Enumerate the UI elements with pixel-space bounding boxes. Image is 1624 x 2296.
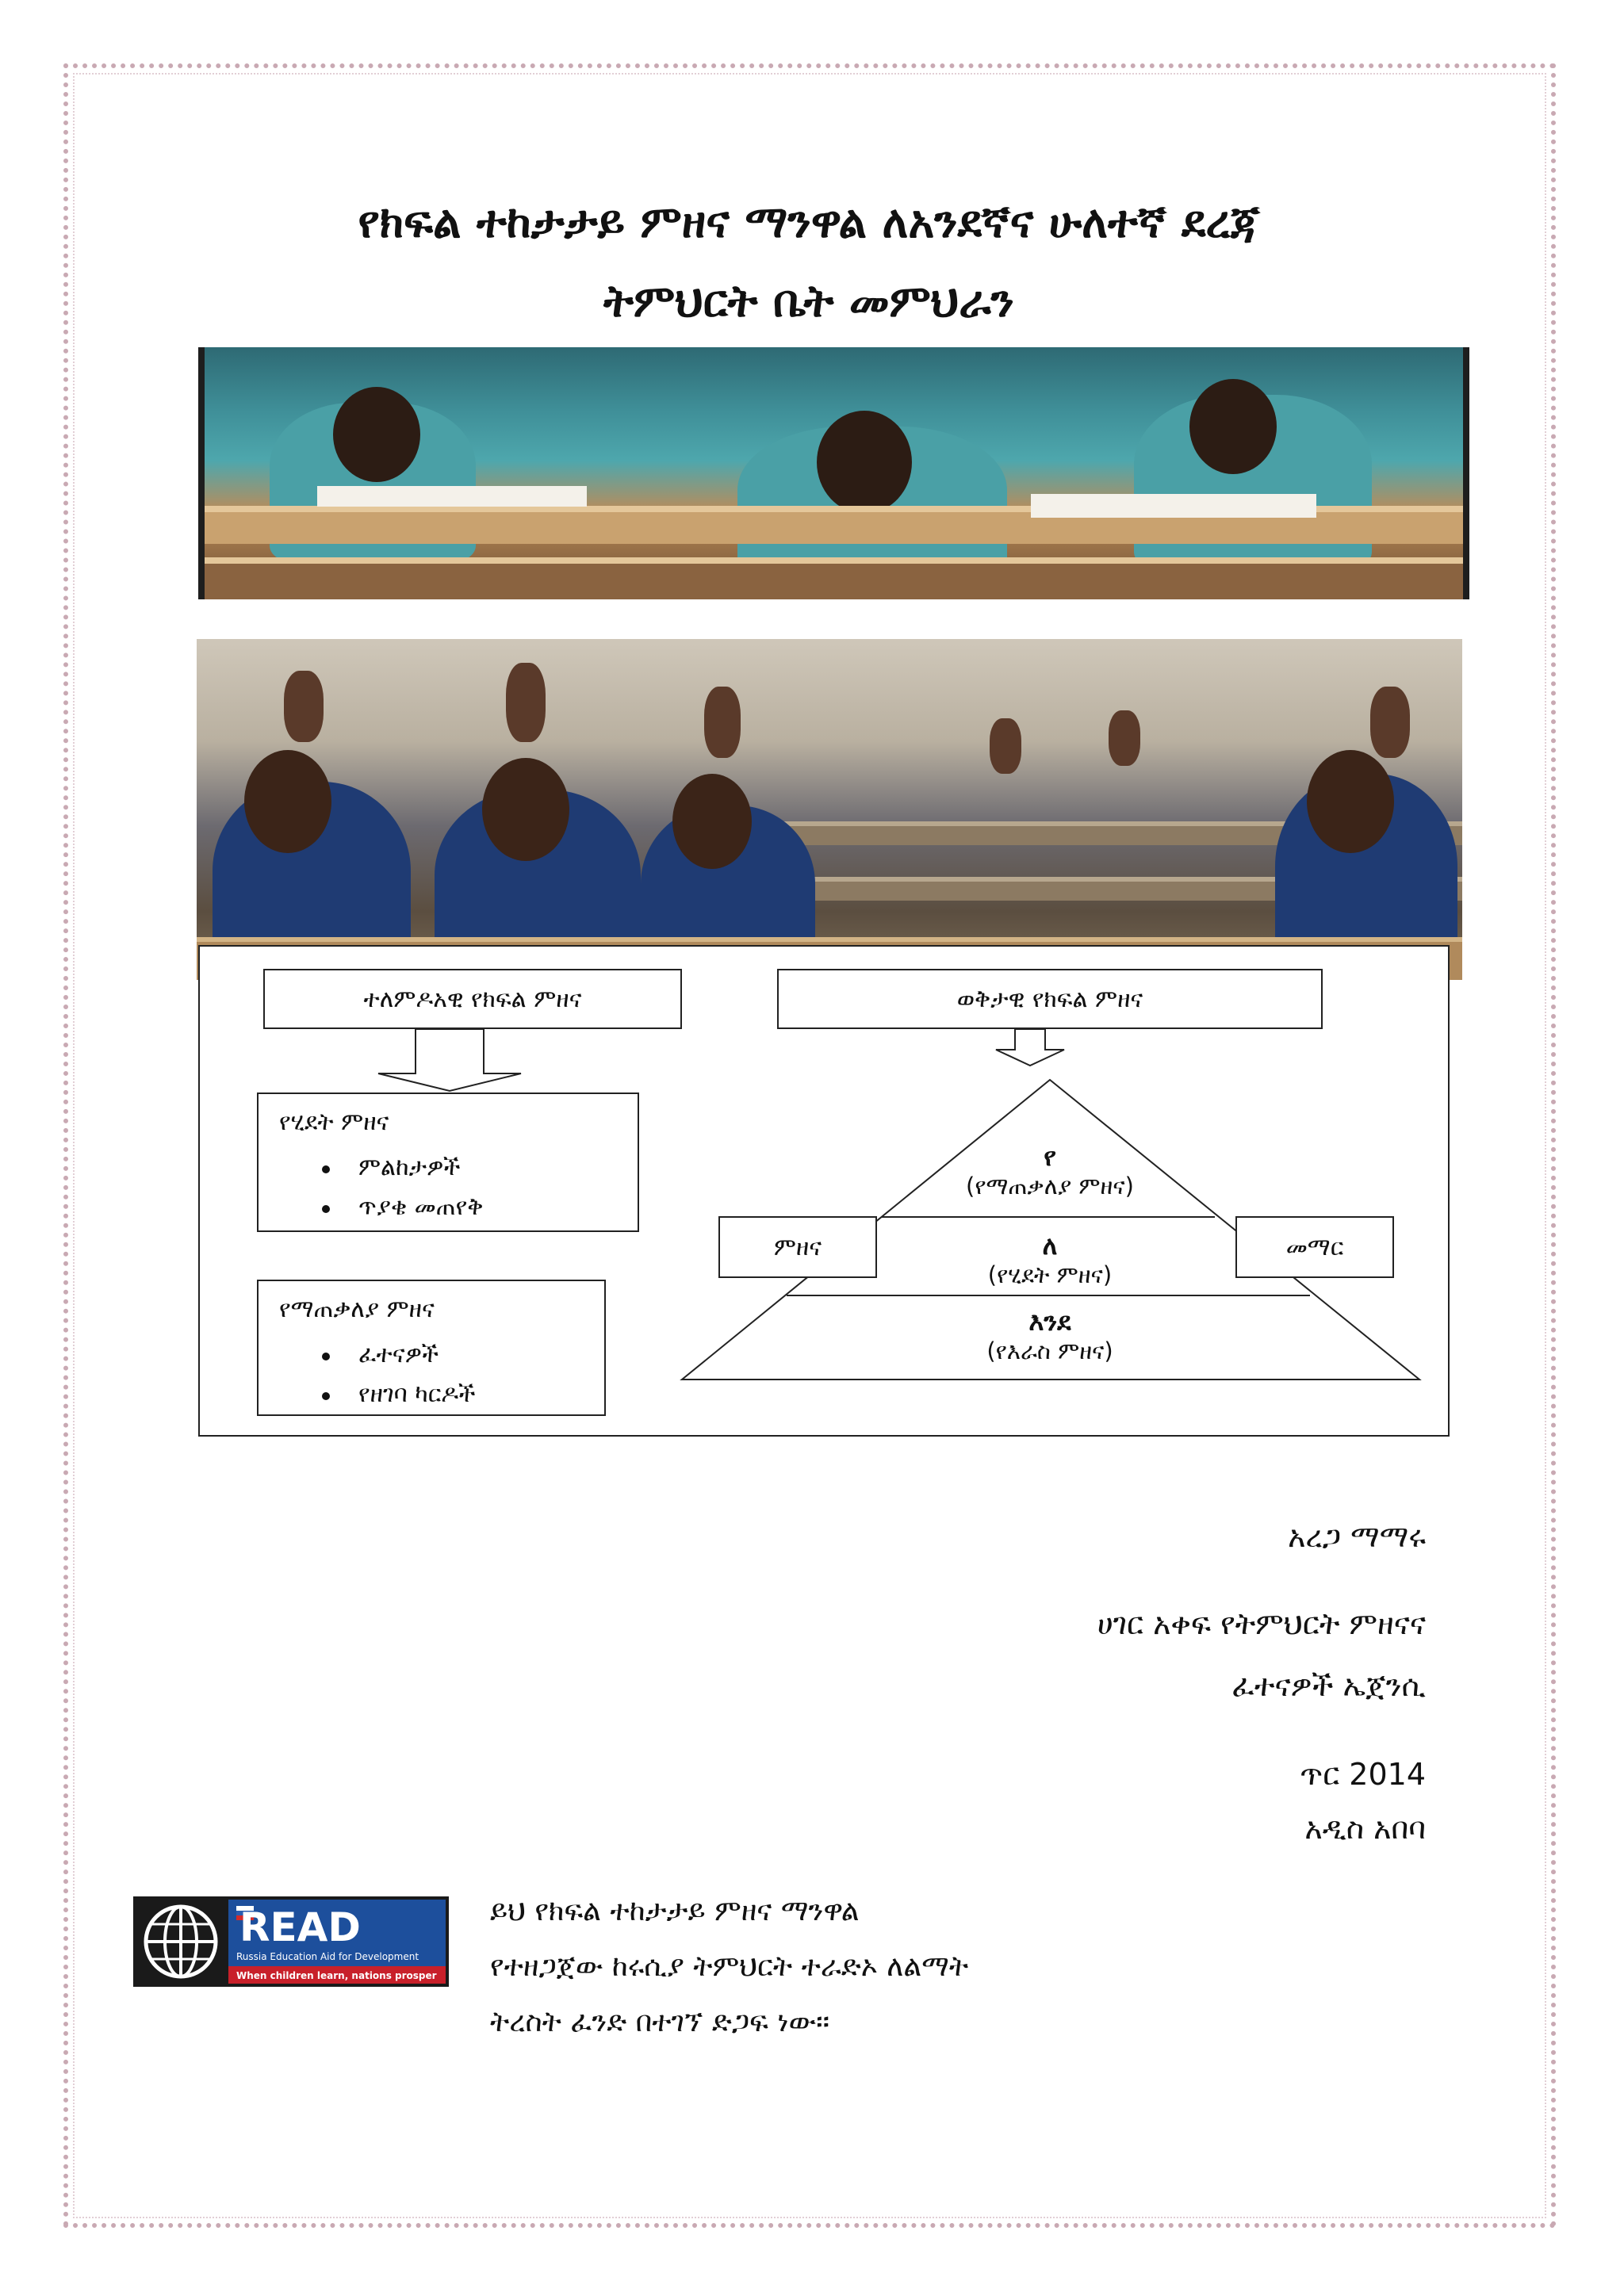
process-assessment-box [257, 1093, 639, 1232]
read-logo [133, 1896, 449, 1987]
down-arrow-left-icon [378, 1029, 521, 1091]
pyramid-top-letter: የ [1044, 1142, 1056, 1172]
support-text-line-1: ይህ የክፍል ተከታታይ ምዘና ማንዋል [490, 1895, 860, 1927]
title-line-2: ትምህርት ቤት መምህራን [603, 276, 1014, 327]
organization-line-1: ሀገር አቀፍ የትምህርት ምዘናና [1097, 1606, 1426, 1641]
traditional-assessment-label: ተለምዶአዊ የክፍል ምዘና [363, 985, 582, 1013]
process-assessment-title: የሂደት ምዘና [279, 1108, 389, 1136]
support-text-line-3: ትረስት ፈንድ በተገኘ ድጋፍ ነው፡፡ [490, 2006, 830, 2038]
pyramid-middle-letter: ለ [1042, 1230, 1058, 1261]
down-arrow-right-icon [996, 1029, 1064, 1066]
title-line-1: የክፍል ተከታታይ ምዘና ማንዋል ለአንደኛና ሁለተኛ ደረጃ [358, 197, 1260, 248]
side-label-learning [1235, 1216, 1394, 1278]
pyramid-top-sub: (የማጠቃለያ ምዘና) [966, 1173, 1134, 1200]
summative-assessment-box [257, 1280, 606, 1416]
pyramid-middle-tier [891, 1230, 1208, 1289]
summative-assessment-title: የማጠቃለያ ምዘና [279, 1295, 435, 1323]
assessment-diagram [198, 945, 1450, 1437]
logo-wordmark: READ [239, 1904, 361, 1950]
publication-city: አዲስ አበባ [1304, 1811, 1426, 1846]
pyramid-middle-sub: (የሂደት ምዘና) [987, 1261, 1113, 1288]
logo-tagline-2: When children learn, nations prosper [236, 1970, 437, 1981]
process-item-observations: ምልከታዎች [322, 1148, 483, 1188]
support-text-line-2: የተዘጋጀው ከሩሲያ ትምህርት ተራድኦ ለልማት [490, 1950, 969, 1983]
publication-date: ጥር 2014 [1300, 1757, 1426, 1792]
modern-assessment-label: ወቅታዊ የክፍል ምዘና [956, 985, 1143, 1013]
classroom-photo-writing [198, 347, 1469, 599]
process-item-questioning: ጥያቄ መጠየቅ [322, 1188, 483, 1227]
organization-line-2: ፈተናዎች ኤጀንሲ [1231, 1668, 1426, 1703]
pyramid-bottom-letter: እንደ [1028, 1307, 1071, 1337]
pyramid-bottom-tier [891, 1307, 1208, 1365]
summative-item-tests: ፈተናዎች [322, 1335, 475, 1375]
side-label-assessment [718, 1216, 877, 1278]
side-label-assessment-text: ምዘና [773, 1233, 822, 1261]
logo-tagline-1: Russia Education Aid for Development [236, 1951, 419, 1962]
summative-item-report-cards: የዘገባ ካርዶች [322, 1375, 475, 1414]
author-name: አረጋ ማማሩ [1288, 1519, 1426, 1554]
pyramid-bottom-sub: (የእራስ ምዘና) [986, 1337, 1113, 1364]
classroom-photo-raising-hands [197, 639, 1462, 980]
pyramid-top-tier [891, 1142, 1208, 1200]
side-label-learning-text: መማር [1285, 1233, 1344, 1261]
